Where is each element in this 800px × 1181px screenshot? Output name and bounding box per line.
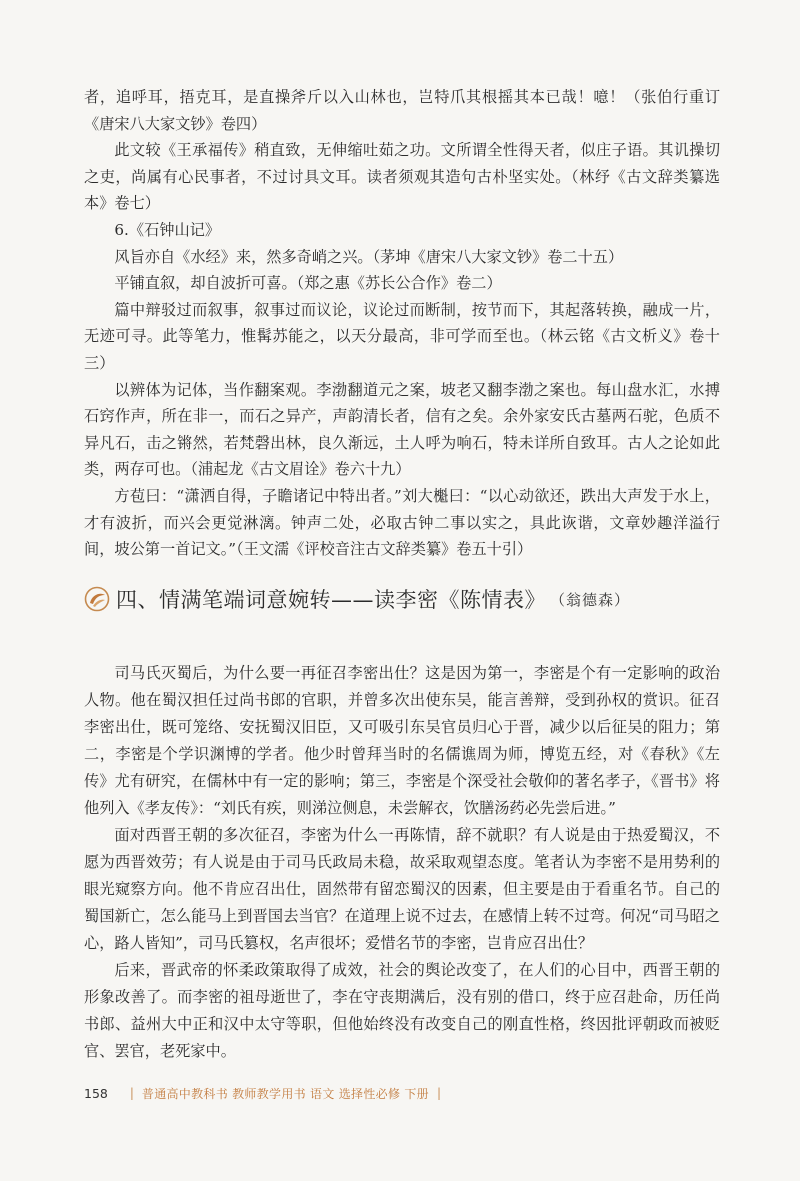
page-number: 158: [84, 1085, 108, 1101]
quote-paragraph: 平铺直叙，却自波折可喜。（郑之惠《苏长公合作》卷二）: [114, 274, 502, 293]
quote-paragraph: 方苞曰：“潇洒自得，子瞻诸记中特出者。”刘大櫆曰：“以心动欲还，跌出大声发于水上，才有波折，而兴会更觉淋漓。钟声二处，必取古钟二事以实之，具此诙谐，文章妙趣洋溢行间，坡公第一首记文。”（王文濡《评校音注古文辞类纂》卷五十引）: [84, 486, 720, 559]
book-info: 普通高中教科书 教师教学用书 语文 选择性必修 下册: [141, 1086, 429, 1101]
quote-paragraph: 风旨亦自《水经》来，然多奇峭之兴。（茅坤《唐宋八大家文钞》卷二十五）: [114, 247, 624, 266]
section-title: 四、情满笔端词意婉转——读李密《陈情表》: [116, 588, 546, 612]
quote-subheading: 6.《石钟山记》: [114, 220, 221, 239]
page-footer: [84, 1083, 449, 1103]
section-heading: [84, 582, 724, 616]
essay-paragraph: 后来，晋武帝的怀柔政策取得了成效，社会的舆论改变了，在人们的心目中，西晋王朝的形象改善了。而李密的祖母逝世了，李在守丧期满后，没有别的借口，终于应召赴命，历任尚书郎、益州大中正和汉中太守等职，但他始终没有改变自己的刚直性格，终因批评朝政而被贬官、罢官，老死家中。: [84, 961, 720, 1060]
footer-divider: |: [436, 1086, 442, 1100]
section-author: （翁德森）: [550, 590, 631, 609]
essay-body: [84, 660, 720, 1065]
quote-paragraph: 篇中辩驳过而叙事，叙事过而议论，议论过而断制，按节而下，其起落转换，融成一片，无迹可寻。此等笔力，惟髯苏能之，以天分最高，非可学而至也。（林云铭《古文析义》卷十三）: [84, 300, 720, 372]
commentary-quotes: [84, 84, 720, 563]
essay-paragraph: 面对西晋王朝的多次征召，李密为什么一再陈情，辞不就职？有人说是由于热爱蜀汉，不愿为西晋效劳；有人说是由于司马氏政局未稳，故采取观望态度。笔者认为李密不是用势利的眼光窥察方向。他不肯应召出仕，固然带有留恋蜀汉的因素，但主要是由于看重名节。自己的蜀国新亡，怎么能马上到晋国去当官？在道理上说不过去，在感情上转不过弯。何况“司马昭之心，路人皆知”，司马氏篡权，名声很坏；爱惜名节的李密，岂肯应召出仕？: [84, 826, 720, 952]
quote-paragraph: 以辨体为记体，当作翻案观。李渤翻道元之案，坡老又翻李渤之案也。每山盘水汇，水搏石窍作声，所在非一，而石之异产，声韵清长者，信有之矣。余外家安氏古墓两石驼，色质不异凡石，击之锵然，若梵磬出林，良久渐远，土人呼为响石，特未详所自致耳。古人之论如此类，两存可也。（浦起龙《古文眉诠》卷六十九）: [84, 380, 720, 479]
swirl-icon: [84, 586, 110, 612]
footer-divider: |: [129, 1086, 134, 1100]
quote-paragraph: 者，追呼耳，捂克耳，是直操斧斤以入山林也，岂特爪其根摇其本已哉！噫！（张伯行重订《唐宋八大家文钞》卷四）: [84, 88, 720, 133]
essay-paragraph: 司马氏灭蜀后，为什么要一再征召李密出仕？这是因为第一，李密是个有一定影响的政治人物。他在蜀汉担任过尚书郎的官职，并曾多次出使东吴，能言善辩，受到孙权的赏识。征召李密出仕，既可笼络、安抚蜀汉旧臣，又可吸引东吴官员归心于晋，减少以后征吴的阻力；第二，李密是个学识渊博的学者。他少时曾拜当时的名儒谯周为师，博览五经，对《春秋》《左传》尤有研究，在儒林中有一定的影响；第三，李密是个深受社会敬仰的著名孝子，《晋书》将他列入《孝友传》：“刘氏有疾，则涕泣侧息，未尝解衣，饮膳汤药必先尝后进。”: [84, 664, 720, 817]
quote-paragraph: 此文较《王承福传》稍直致，无伸缩吐茹之功。文所谓全性得天者，似庄子语。其讥操切之吏，尚属有心民事者，不过讨具文耳。读者须观其造句古朴坚实处。（林纾《古文辞类纂选本》卷七）: [84, 141, 720, 213]
